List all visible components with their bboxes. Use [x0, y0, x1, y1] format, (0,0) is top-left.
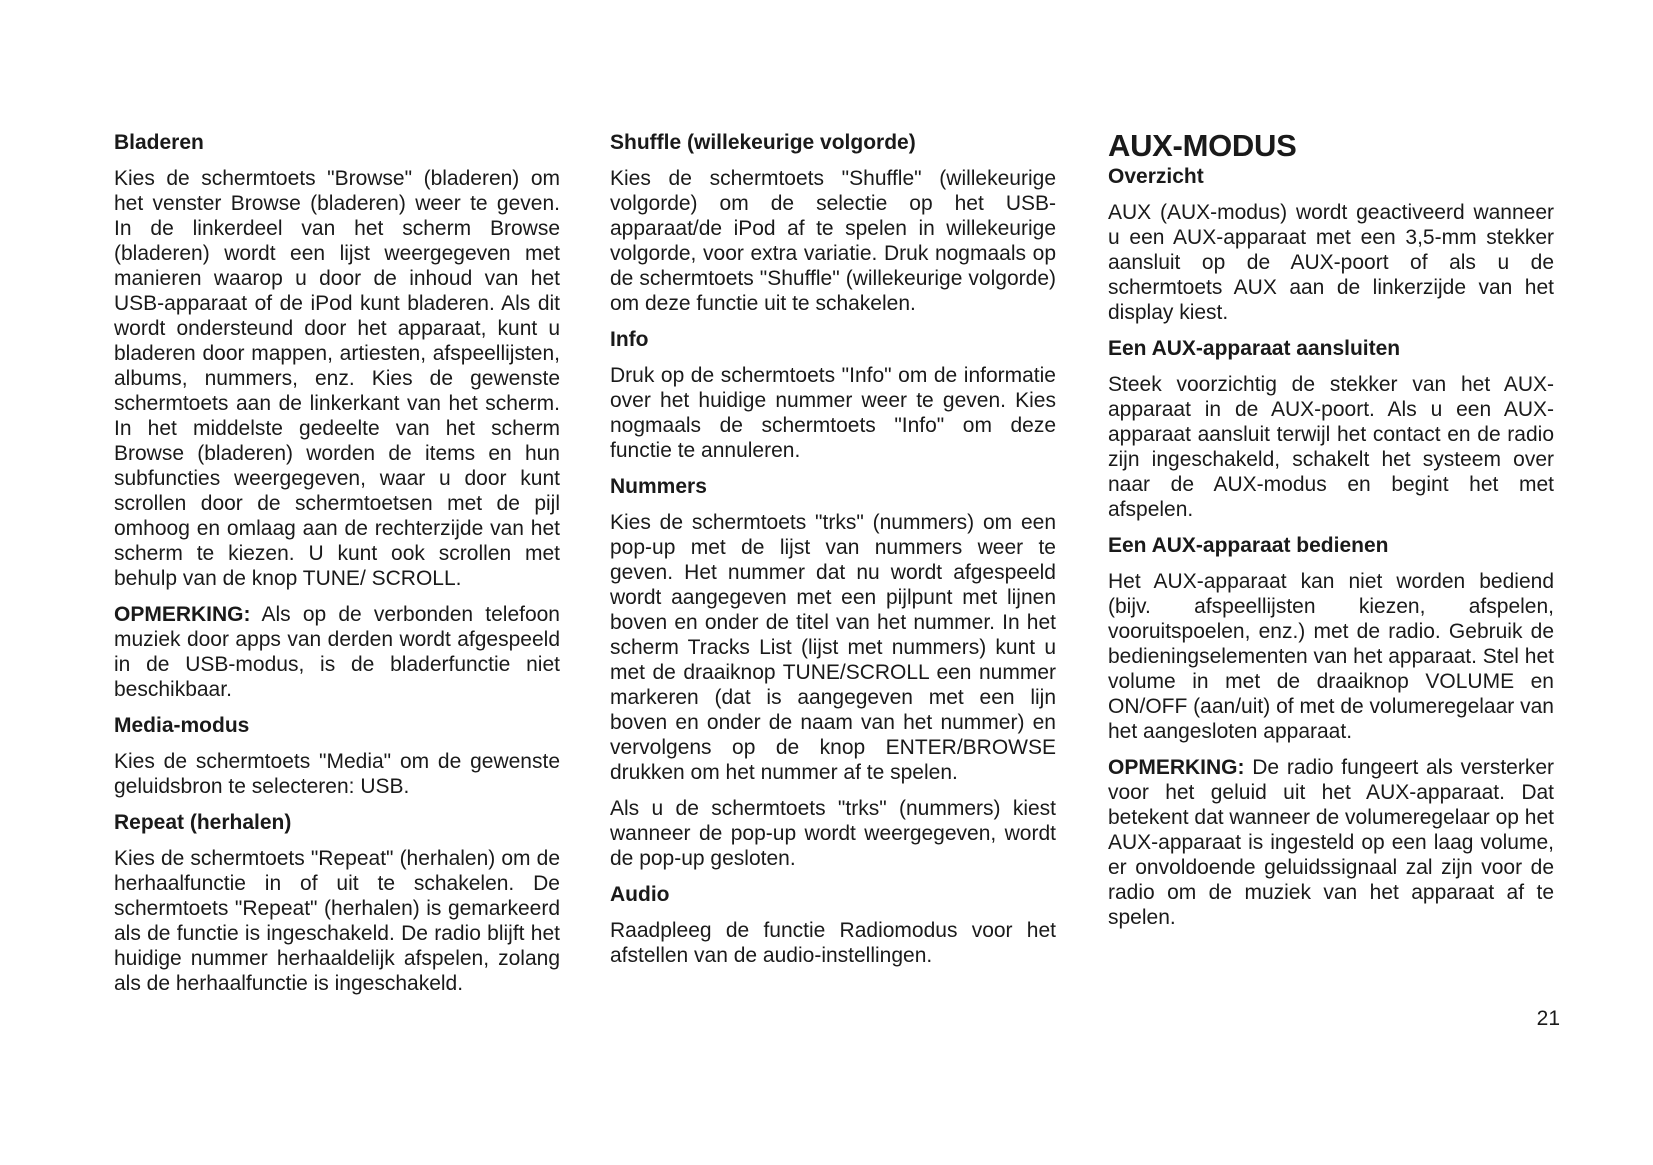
note-bladerfunctie: [114, 602, 560, 702]
heading-aux-bedienen: Een AUX-apparaat bedienen: [1108, 534, 1389, 557]
paragraph-audio: Raadpleeg de functie Radiomodus voor het afstellen van de audio-instellingen.: [610, 919, 1056, 967]
paragraph-info: Druk op de schermtoets "Info" om de informatie over het huidige nummer weer te geven. Kies nogmaals de schermtoets "Info" om deze functie te annuleren.: [610, 364, 1056, 462]
paragraph-aux-bedienen: Het AUX-apparaat kan niet worden bediend (bijv. afspeellijsten kiezen, afspelen, vooruitspoelen, enz.) met de radio. Gebruik de bedieningselementen van het apparaat. Stel het volume in met de draaiknop VOLUME en ON/OFF (aan/uit) of met de volumeregelaar van het aangesloten apparaat.: [1108, 570, 1554, 743]
column-middle: [610, 130, 1056, 979]
paragraph-nummers-1: Kies de schermtoets "trks" (nummers) om een pop-up met de lijst van nummers weer te geven. Het nummer dat nu wordt afgespeeld wordt aangegeven met een pijlpunt met lijnen boven en onder de titel van het nummer. In het scherm Tracks List (lijst met nummers) kunt u met de draaiknop TUNE/SCROLL een nummer markeren (dat is aangegeven met een lijn boven en onder de naam van het nummer) en vervolgens op de knop ENTER/BROWSE drukken om het nummer af te spelen.: [610, 511, 1056, 784]
paragraph-overzicht: AUX (AUX-modus) wordt geactiveerd wanneer u een AUX-apparaat met een 3,5-mm stekker aansluit op de AUX-poort of als u de schermtoets AUX aan de linkerzijde van het display kiest.: [1108, 201, 1554, 324]
heading-shuffle: Shuffle (willekeurige volgorde): [610, 131, 916, 154]
note-label: OPMERKING:: [1108, 756, 1245, 779]
note-text: Als op de verbonden telefoon muziek door apps van derden wordt afgespeeld in de USB-modus, is de bladerfunctie niet beschikbaar.: [114, 603, 560, 701]
note-text: De radio fungeert als versterker voor het geluid uit het AUX-apparaat. Dat betekent dat wanneer de volumeregelaar op het AUX-apparaat is ingesteld op een laag volume, er onvoldoende geluidssignaal zal zijn voor de radio om de muziek van het apparaat af te spelen.: [1108, 756, 1554, 929]
column-right: [1108, 130, 1554, 941]
page-number: 21: [1536, 1007, 1560, 1030]
section-title-aux-modus: AUX-MODUS: [1108, 128, 1297, 163]
paragraph-media-modus: Kies de schermtoets "Media" om de gewenste geluidsbron te selecteren: USB.: [114, 750, 560, 798]
column-left: [114, 130, 560, 1007]
heading-info: Info: [610, 328, 649, 351]
heading-overzicht: Overzicht: [1108, 165, 1204, 188]
paragraph-aux-aansluiten: Steek voorzichtig de stekker van het AUX-apparaat in de AUX-poort. Als u een AUX-apparaat aansluit terwijl het contact en de radio zijn ingeschakeld, schakelt het systeem over naar de AUX-modus en begint het met afspelen.: [1108, 373, 1554, 521]
note-aux-versterker: [1108, 755, 1554, 930]
paragraph-repeat: Kies de schermtoets "Repeat" (herhalen) om de herhaalfunctie in of uit te schakelen. De schermtoets "Repeat" (herhalen) is gemarkeerd als de functie is ingeschakeld. De radio blijft het huidige nummer herhaaldelijk afspelen, zolang als de herhaalfunctie is ingeschakeld.: [114, 847, 560, 995]
heading-repeat: Repeat (herhalen): [114, 811, 292, 834]
paragraph-nummers-2: Als u de schermtoets "trks" (nummers) kiest wanneer de pop-up wordt weergegeven, wordt de pop-up gesloten.: [610, 797, 1056, 870]
paragraph-bladeren: Kies de schermtoets "Browse" (bladeren) om het venster Browse (bladeren) weer te geven. In de linkerdeel van het scherm Browse (bladeren) wordt een lijst weergegeven met manieren waarop u door de inhoud van het USB-apparaat of de iPod kunt bladeren. Als dit wordt ondersteund door het apparaat, kunt u bladeren door mappen, artiesten, afspeellijsten, albums, nummers, enz. Kies de gewenste schermtoets aan de linkerkant van het scherm. In het middelste gedeelte van het scherm Browse (bladeren) worden de items en hun subfuncties weergegeven, waar u door kunt scrollen door de schermtoetsen met de pijl omhoog en omlaag aan de rechterzijde van het scherm te kiezen. U kunt ook scrollen met behulp van de knop TUNE/ SCROLL.: [114, 167, 560, 590]
heading-audio: Audio: [610, 883, 670, 906]
heading-media-modus: Media-modus: [114, 714, 250, 737]
paragraph-shuffle: Kies de schermtoets "Shuffle" (willekeurige volgorde) om de selectie op het USB-apparaat/de iPod af te spelen in willekeurige volgorde, voor extra variatie. Druk nogmaals op de schermtoets "Shuffle" (willekeurige volgorde) om deze functie uit te schakelen.: [610, 167, 1056, 315]
note-label: OPMERKING:: [114, 603, 251, 626]
heading-aux-aansluiten: Een AUX-apparaat aansluiten: [1108, 337, 1401, 360]
heading-nummers: Nummers: [610, 475, 707, 498]
heading-bladeren: Bladeren: [114, 131, 204, 154]
